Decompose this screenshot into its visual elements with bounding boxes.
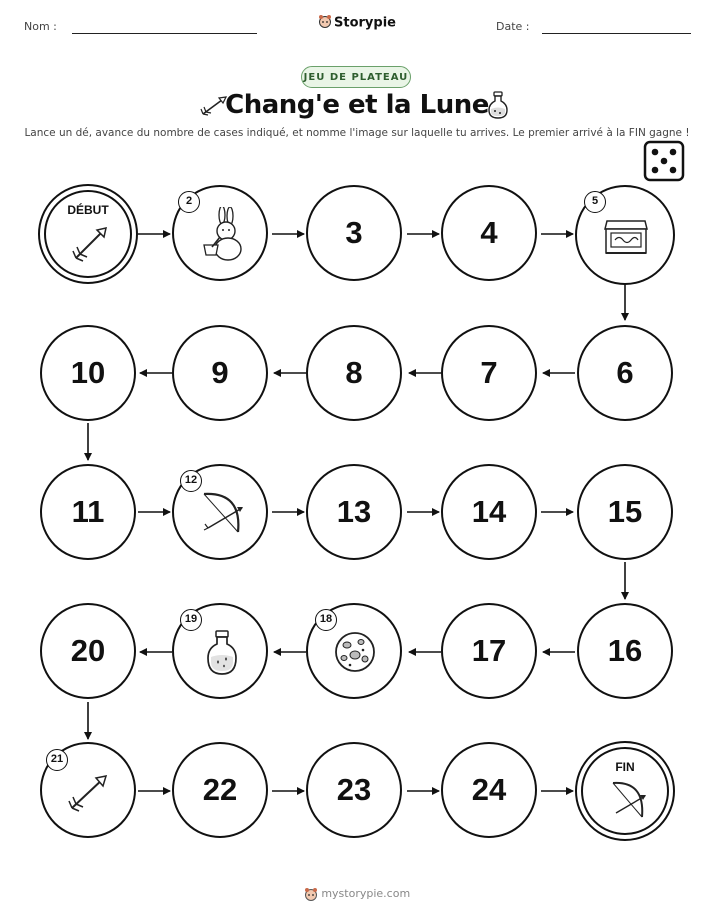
cell-number-20: 20 xyxy=(70,633,106,668)
board-cell-17 xyxy=(441,603,537,699)
cell-number-18: 18 xyxy=(315,609,337,631)
cell-number-22: 22 xyxy=(202,772,238,807)
finish-cell xyxy=(575,741,675,841)
potion-icon xyxy=(205,629,239,682)
brand-name: Storypie xyxy=(334,15,396,31)
game-type-badge: JEU DE PLATEAU xyxy=(301,66,411,88)
cell-number-10: 10 xyxy=(70,355,106,390)
board-cell-24 xyxy=(441,742,537,838)
bow-icon xyxy=(196,488,246,543)
board-cell-6 xyxy=(577,325,673,421)
cell-number-5: 5 xyxy=(584,191,606,213)
cell-number-23: 23 xyxy=(336,772,372,807)
cell-number-16: 16 xyxy=(607,633,643,668)
board-cell-15 xyxy=(577,464,673,560)
cell-number-13: 13 xyxy=(336,494,372,529)
footer-url[interactable]: mystorypie.com xyxy=(321,887,411,900)
bow-icon xyxy=(607,779,647,826)
cell-number-24: 24 xyxy=(471,772,507,807)
board-cell-22 xyxy=(172,742,268,838)
board-cell-20 xyxy=(40,603,136,699)
finish-label: FIN xyxy=(615,760,635,774)
cell-number-3: 3 xyxy=(345,215,363,250)
footer xyxy=(0,887,714,901)
arrow-icon xyxy=(66,770,112,819)
board-cell-4 xyxy=(441,185,537,281)
rabbit-icon xyxy=(200,207,248,268)
cell-number-4: 4 xyxy=(480,215,498,250)
cell-number-21: 21 xyxy=(46,749,68,771)
start-cell xyxy=(38,184,138,284)
cell-number-7: 7 xyxy=(480,355,498,390)
board-cell-13 xyxy=(306,464,402,560)
arrow-icon xyxy=(70,222,112,269)
chest-icon xyxy=(601,217,651,262)
moon-icon xyxy=(333,630,377,679)
board-cell-9 xyxy=(172,325,268,421)
board-cell-7 xyxy=(441,325,537,421)
storypie-logo-icon xyxy=(304,887,322,900)
date-label: Date : xyxy=(496,20,530,33)
cell-number-11: 11 xyxy=(71,494,105,529)
cell-number-8: 8 xyxy=(345,355,363,390)
instructions: Lance un dé, avance du nombre de cases indiqué, et nomme l'image sur laquelle tu arrives. Le premier arrivé à la FIN gagne ! xyxy=(24,127,690,139)
name-label: Nom : xyxy=(24,20,57,33)
board-cell-8 xyxy=(306,325,402,421)
cell-number-9: 9 xyxy=(211,355,229,390)
cell-number-6: 6 xyxy=(616,355,634,390)
board-cell-10 xyxy=(40,325,136,421)
start-label: DÉBUT xyxy=(67,203,109,217)
board-cell-11 xyxy=(40,464,136,560)
cell-number-17: 17 xyxy=(471,633,507,668)
cell-number-2: 2 xyxy=(178,191,200,213)
page-title: Chang'e et la Lune xyxy=(225,90,489,120)
cell-number-12: 12 xyxy=(180,470,202,492)
cell-number-19: 19 xyxy=(180,609,202,631)
cell-number-14: 14 xyxy=(471,494,507,529)
board-cell-14 xyxy=(441,464,537,560)
board-cell-16 xyxy=(577,603,673,699)
board-cell-23 xyxy=(306,742,402,838)
cell-number-15: 15 xyxy=(607,494,643,529)
board-cell-3 xyxy=(306,185,402,281)
